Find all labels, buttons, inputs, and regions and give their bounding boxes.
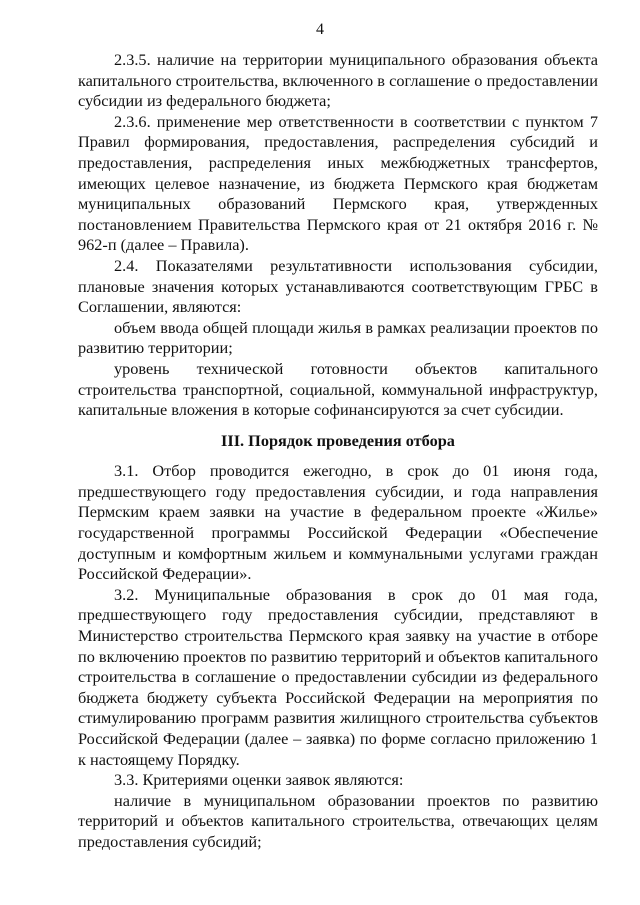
document-body — [78, 50, 598, 853]
indicator-housing-area: объем ввода общей площади жилья в рамках реализации проектов по развитию территории; — [78, 317, 598, 358]
clause-3-2: 3.2. Муниципальные образования в срок до 01 мая года, предшествующего году предоставления субсидии, представляют в Министерство строительства Пермского края заявку на участие в отборе по включению проектов по развитию территорий и объектов капитального строительства в соглашение о предоставлении субсидии из федерального бюджета бюджету субъекта Российской Федерации на мероприятия по стимулированию программ развития жилищного строительства субъектов Российской Федерации (далее – заявка) по форме согласно приложению 1 к настоящему Порядку. — [78, 584, 598, 769]
clause-3-3: 3.3. Критериями оценки заявок являются: — [114, 770, 404, 790]
clause-3-1: 3.1. Отбор проводится ежегодно, в срок до 01 июня года, предшествующего году предоставления субсидии, и года направления Пермским краем заявки на участие в федеральном проекте «Жилье» государственной программы Российской Федерации «Обеспечение доступным и комфортным жильем и коммунальными услугами граждан Российской Федерации». — [78, 461, 598, 584]
indicator-technical-readiness: уровень технической готовности объектов капитального строительства транспортной, социальной, коммунальной инфраструктур, капитальные вложения в которые софинансируются за счет субсидии. — [78, 358, 598, 420]
clause-2-3-6: 2.3.6. применение мер ответственности в соответствии с пунктом 7 Правил формирования, предоставления, распределения субсидий и предоставления, распределения иных межбюджетных трансфертов, имеющих целевое назначение, из бюджета Пермского края бюджетам муниципальных образований Пермского края, утвержденных постановлением Правительства Пермского края от 21 октября 2016 г. № 962-п (далее – Правила). — [78, 111, 598, 255]
clause-2-3-5: 2.3.5. наличие на территории муниципального образования объекта капитального строительства, включенного в соглашение о предоставлении субсидии из федерального бюджета; — [78, 50, 598, 111]
clause-2-4: 2.4. Показателями результативности использования субсидии, плановые значения которых устанавливаются соответствующим ГРБС в Соглашении, являются: — [78, 255, 598, 317]
section-heading: III. Порядок проведения отбора — [221, 430, 455, 450]
page-number: 4 — [316, 21, 324, 38]
criterion-projects: наличие в муниципальном образовании проектов по развитию территорий и объектов капитального строительства, отвечающих целям предоставления субсидий; — [78, 790, 598, 851]
